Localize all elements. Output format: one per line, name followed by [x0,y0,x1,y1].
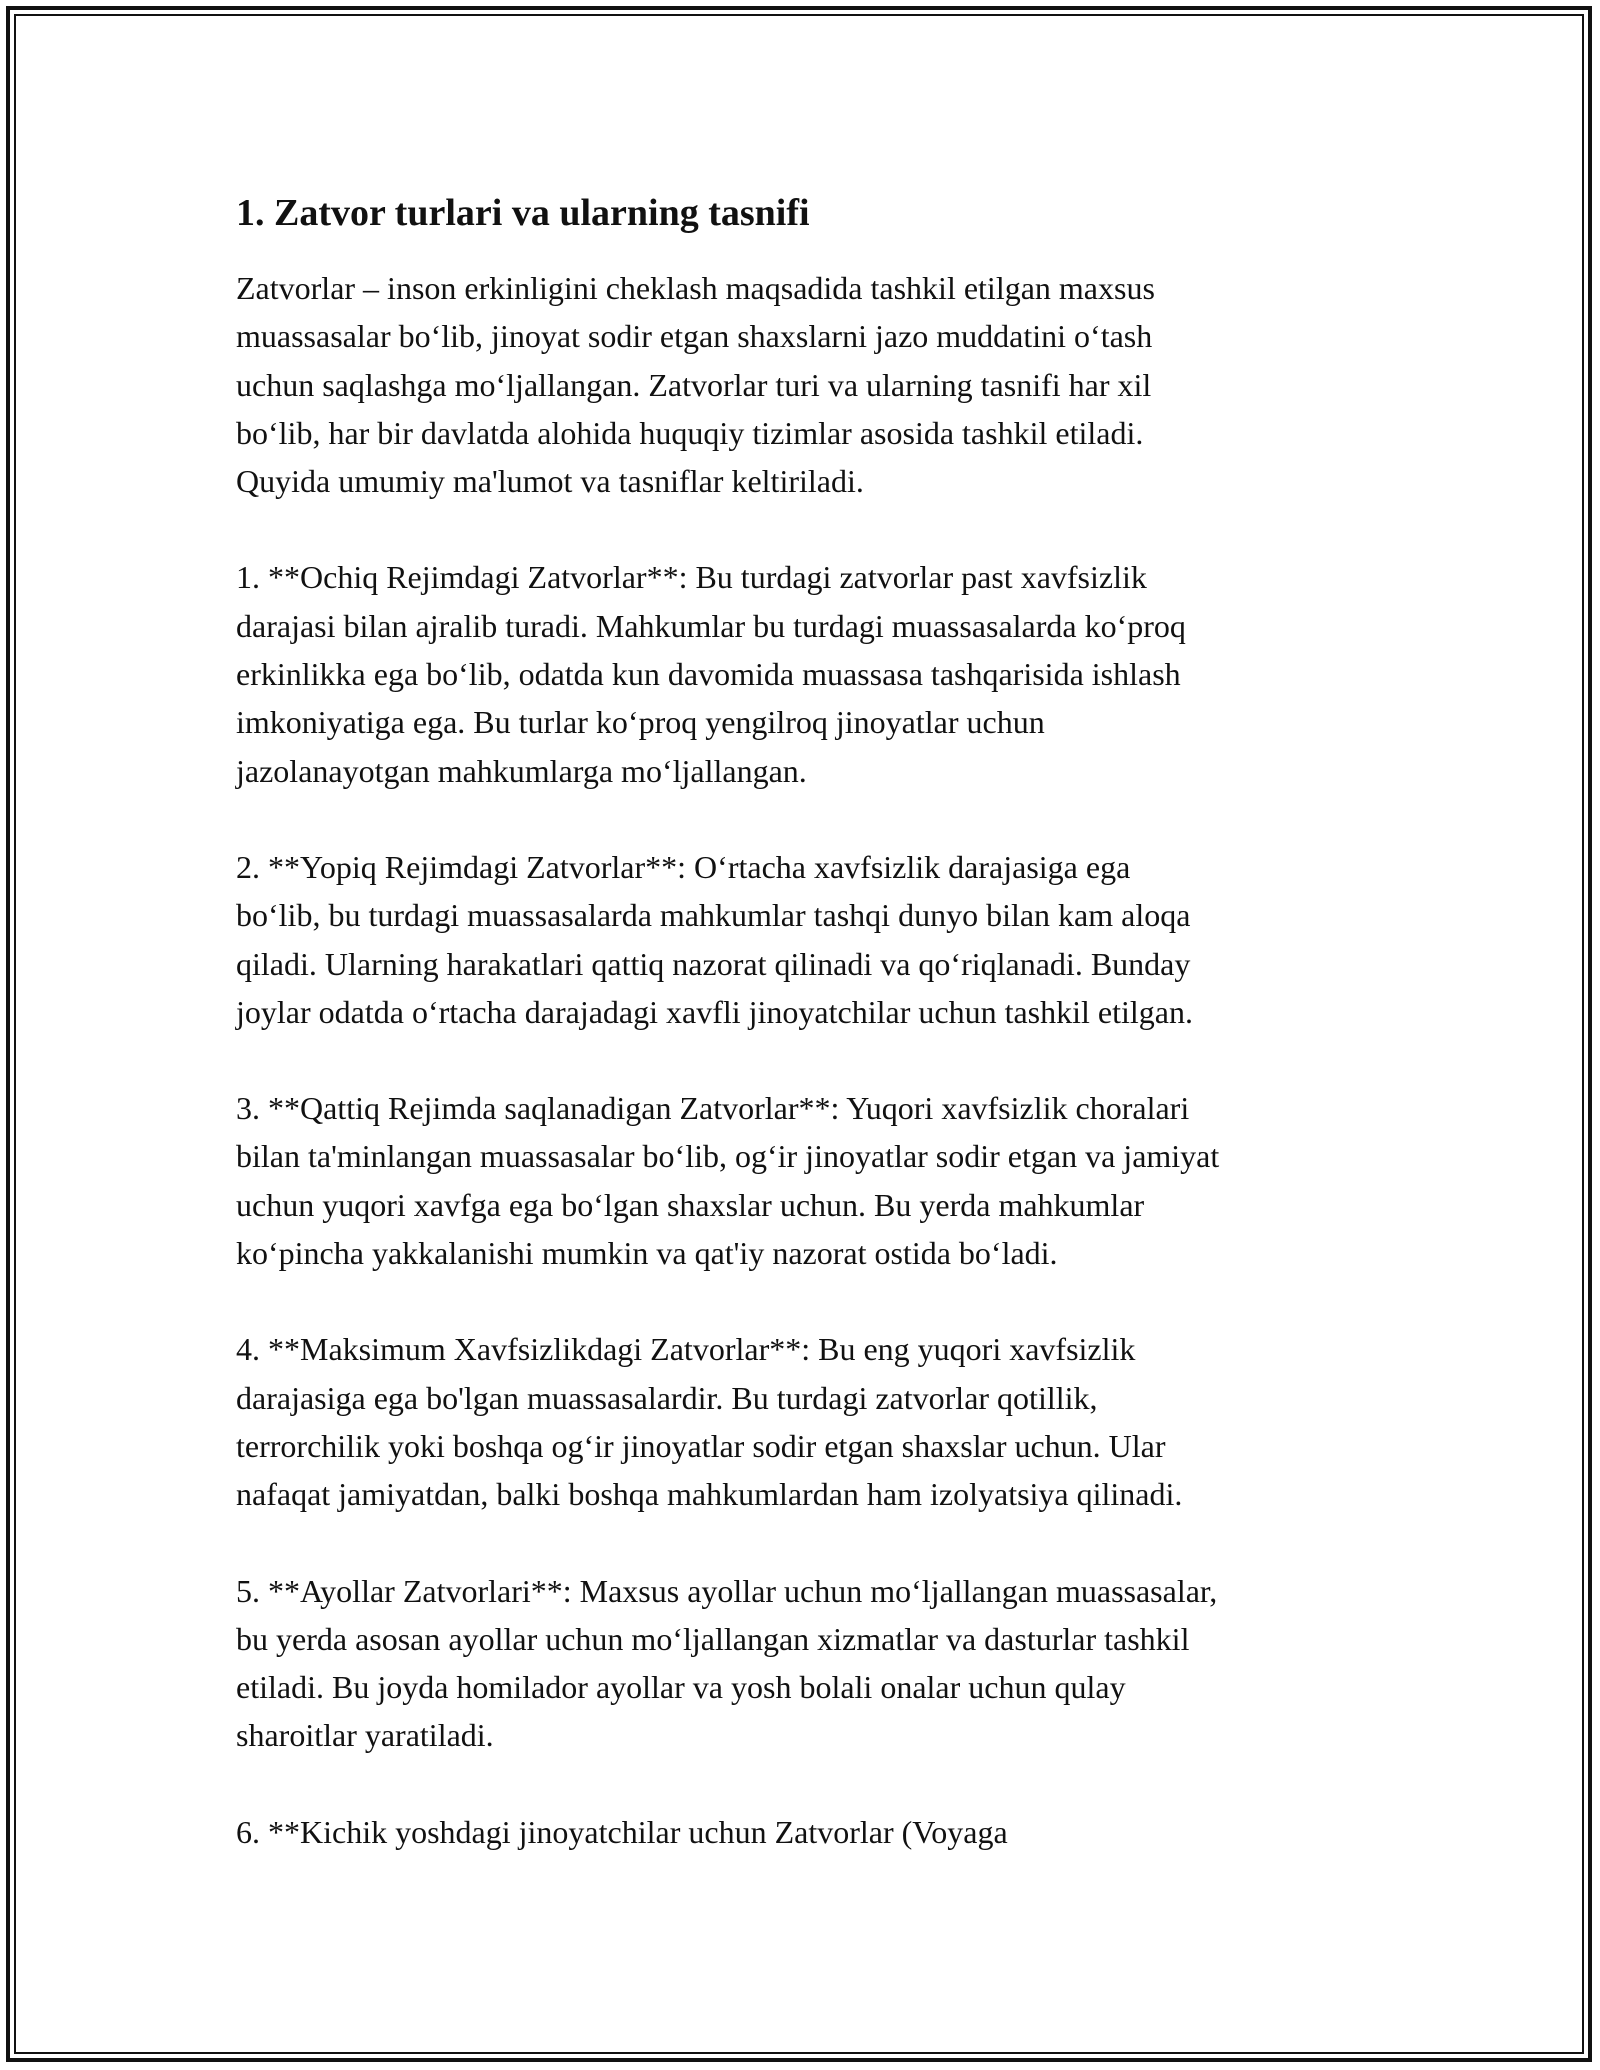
item-line: imkoniyatiga ega. Bu turlar ko‘proq yengilroq jinoyatlar uchun [236,704,1045,741]
intro-line: Quyida umumiy ma'lumot va tasniflar keltiriladi. [236,463,864,500]
item-line: ko‘pincha yakkalanishi mumkin va qat'iy nazorat ostida bo‘ladi. [236,1235,1058,1272]
item-line: bilan ta'minlangan muassasalar bo‘lib, og‘ir jinoyatlar sodir etgan va jamiyat [236,1138,1220,1175]
list-item-strict-regime [236,1084,1376,1277]
intro-paragraph [236,264,1376,505]
intro-line: muassasalar bo‘lib, jinoyat sodir etgan shaxslarni jazo muddatini o‘tash [236,318,1153,355]
item-line: 2. **Yopiq Rejimdagi Zatvorlar**: O‘rtacha xavfsizlik darajasiga ega [236,848,1131,885]
item-line: darajasi bilan ajralib turadi. Mahkumlar bu turdagi muassasalarda ko‘proq [236,607,1186,644]
intro-line: uchun saqlashga mo‘ljallangan. Zatvorlar turi va ularning tasnifi har xil [236,366,1152,403]
item-line: 1. **Ochiq Rejimdagi Zatvorlar**: Bu turdagi zatvorlar past xavfsizlik [236,559,1147,596]
item-line: terrorchilik yoki boshqa og‘ir jinoyatlar sodir etgan shaxslar uchun. Ular [236,1427,1166,1464]
intro-line: Zatvorlar – inson erkinligini cheklash maqsadida tashkil etilgan maxsus [236,270,1155,306]
item-line: darajasiga ega bo'lgan muassasalardir. Bu turdagi zatvorlar qotillik, [236,1379,1098,1416]
intro-line: bo‘lib, har bir davlatda alohida huquqiy tizimlar asosida tashkil etiladi. [236,414,1144,451]
document-title: 1. Zatvor turlari va ularning tasnifi [236,192,810,234]
item-line: sharoitlar yaratiladi. [236,1717,494,1754]
item-line: joylar odatda o‘rtacha darajadagi xavfli jinoyatchilar uchun tashkil etilgan. [236,993,1193,1030]
item-line: 3. **Qattiq Rejimda saqlanadigan Zatvorlar**: Yuqori xavfsizlik choralari [236,1090,1190,1127]
item-line: bu yerda asosan ayollar uchun mo‘ljallangan xizmatlar va dasturlar tashkil [236,1620,1190,1657]
list-item-closed-regime [236,843,1376,1036]
list-item-womens-prisons [236,1567,1376,1760]
list-item-open-regime [236,553,1376,794]
item-line: 5. **Ayollar Zatvorlari**: Maxsus ayollar uchun mo‘ljallangan muassasalar, [236,1572,1218,1609]
item-line: erkinlikka ega bo‘lib, odatda kun davomida muassasa tashqarisida ishlash [236,656,1181,693]
item-line: bo‘lib, bu turdagi muassasalarda mahkumlar tashqi dunyo bilan kam aloqa [236,897,1191,934]
list-item-juvenile-prisons [236,1808,1376,1856]
document-body [236,190,1376,1904]
item-line: 6. **Kichik yoshdagi jinoyatchilar uchun Zatvorlar (Voyaga [236,1813,1008,1850]
item-line: uchun yuqori xavfga ega bo‘lgan shaxslar uchun. Bu yerda mahkumlar [236,1186,1145,1223]
item-line: qiladi. Ularning harakatlari qattiq nazorat qilinadi va qo‘riqlanadi. Bunday [236,945,1191,982]
list-item-maximum-security [236,1325,1376,1518]
item-line: nafaqat jamiyatdan, balki boshqa mahkumlardan ham izolyatsiya qilinadi. [236,1476,1183,1513]
item-line: 4. **Maksimum Xavfsizlikdagi Zatvorlar**: Bu eng yuqori xavfsizlik [236,1331,1136,1368]
item-line: etiladi. Bu joyda homilador ayollar va yosh bolali onalar uchun qulay [236,1669,1126,1706]
item-line: jazolanayotgan mahkumlarga mo‘ljallangan. [236,752,807,789]
